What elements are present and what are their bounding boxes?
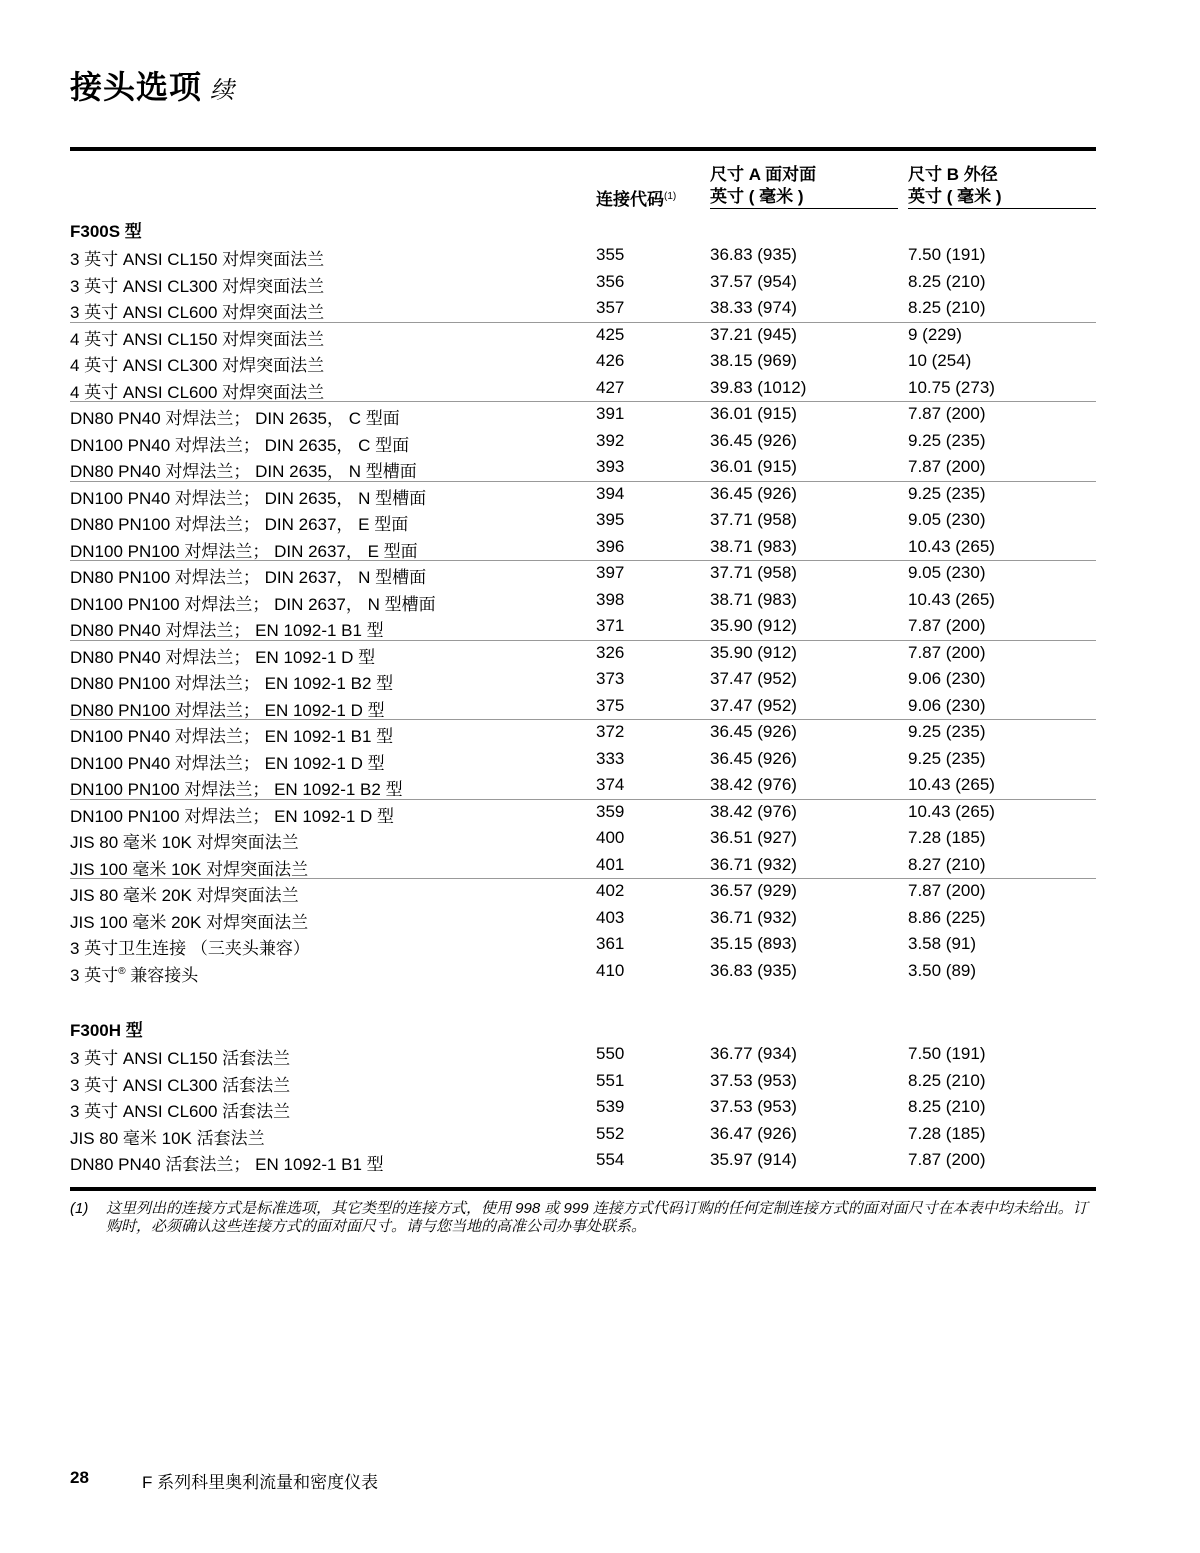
table-row [70,431,1096,458]
dimension-b: 7.87 (200) [908,642,986,662]
connection-name: JIS 100 毫米 10K 对焊突面法兰 [70,859,309,879]
dimension-b: 7.28 (185) [908,828,986,847]
table-row [70,1150,1096,1177]
table-row [70,908,1096,935]
connection-code: 395 [596,510,625,529]
connection-code: 400 [596,828,625,847]
connection-name: DN80 PN40 活套法兰； EN 1092-1 B1 型 [70,1155,384,1174]
dimension-a: 38.33 (974) [710,298,797,317]
dimension-b: 8.25 (210) [908,1097,986,1116]
connection-name: 4 英寸 ANSI CL150 对焊突面法兰 [70,329,325,349]
connection-code: 373 [596,669,625,688]
table-row [70,1071,1096,1098]
table-row [70,881,1096,908]
table-row [70,749,1096,776]
dimension-a: 37.53 (953) [710,1070,797,1090]
connection-name: 3 英寸 ANSI CL150 活套法兰 [70,1049,291,1068]
connection-code: 552 [596,1123,625,1143]
connection-code: 371 [596,616,625,635]
dimension-b: 9.06 (230) [908,669,986,688]
dimension-a: 36.77 (934) [710,1044,797,1063]
section-title: F300S 型 [70,222,142,241]
footer-title: F 系列科里奥利流量和密度仪表 [142,1473,379,1492]
connection-code: 403 [596,907,625,927]
table-row [70,1124,1096,1151]
connection-name: 3 英寸 ANSI CL300 对焊突面法兰 [70,276,325,296]
connection-code: 374 [596,775,625,794]
connection-code: 426 [596,351,625,370]
dimension-b: 7.50 (191) [908,245,986,264]
connection-code: 410 [596,960,625,980]
table-row [70,802,1096,829]
dimension-a: 37.71 (958) [710,510,797,529]
header-col2-line1: 尺寸 A 面对面 [710,165,817,184]
dimension-a: 35.97 (914) [710,1150,797,1169]
connection-code: 357 [596,298,625,317]
row-group-separator [70,878,1096,879]
dimension-a: 36.01 (915) [710,404,797,423]
dimension-b: 9.25 (235) [908,483,986,503]
connection-name: DN100 PN40 对焊法兰； DIN 2635， C 型面 [70,435,410,455]
connection-code: 539 [596,1097,625,1116]
header-dimension-a [710,164,816,208]
table-row [70,590,1096,617]
connection-name: DN100 PN100 对焊法兰； EN 1092-1 B2 型 [70,780,403,799]
dimension-b: 10 (254) [908,351,972,370]
section-title: F300H 型 [70,1021,143,1040]
connection-name: DN80 PN40 对焊法兰； DIN 2635， C 型面 [70,409,400,428]
header-col1-label: 连接代码 [596,190,664,209]
dimension-b: 7.50 (191) [908,1044,986,1063]
dimension-a: 36.83 (935) [710,960,797,980]
connection-name: 3 英寸卫生连接 （三夹头兼容） [70,939,310,958]
connection-code: 392 [596,430,625,450]
dimension-a: 37.47 (952) [710,695,797,715]
dimension-a: 35.90 (912) [710,616,797,635]
connection-name: DN100 PN100 对焊法兰； EN 1092-1 D 型 [70,806,395,826]
page-title [70,62,235,108]
bottom-rule [70,1187,1096,1191]
dimension-b: 10.43 (265) [908,775,995,794]
title-main: 接头选项 [70,69,203,105]
connection-name: 3 英寸 ANSI CL300 活套法兰 [70,1075,291,1095]
dimension-b: 8.86 (225) [908,907,986,927]
connection-code: 551 [596,1070,625,1090]
connection-code: 398 [596,589,625,609]
table-row [70,245,1096,272]
connection-name: JIS 80 毫米 10K 活套法兰 [70,1128,265,1148]
dimension-a: 36.45 (926) [710,483,797,503]
dimension-a: 36.57 (929) [710,881,797,900]
dimension-a: 36.45 (926) [710,430,797,450]
dimension-b: 9.06 (230) [908,695,986,715]
dimension-b: 9.05 (230) [908,510,986,529]
row-group-separator [70,799,1096,800]
dimension-b: 7.87 (200) [908,457,986,476]
table-row [70,351,1096,378]
connection-code: 401 [596,854,625,874]
table-row [70,934,1096,961]
dimension-a: 36.51 (927) [710,828,797,847]
dimension-a: 36.01 (915) [710,457,797,476]
dimension-b: 7.28 (185) [908,1123,986,1143]
dimension-b: 10.43 (265) [908,589,995,609]
dimension-b: 3.58 (91) [908,934,977,953]
connection-name: DN100 PN40 对焊法兰； EN 1092-1 B1 型 [70,727,394,746]
connection-name: 3 英寸 ANSI CL600 对焊突面法兰 [70,303,325,322]
connection-code: 333 [596,748,625,768]
connection-name: DN100 PN40 对焊法兰； DIN 2635， N 型槽面 [70,488,427,508]
table-row [70,961,1096,988]
dimension-a: 35.15 (893) [710,934,797,953]
connection-code: 356 [596,271,625,291]
dimension-a: 38.42 (976) [710,801,797,821]
connection-name: DN80 PN40 对焊法兰； EN 1092-1 B1 型 [70,621,384,640]
dimension-a: 37.53 (953) [710,1097,797,1116]
dimension-b: 7.87 (200) [908,616,986,635]
dimension-b: 9 (229) [908,324,962,344]
title-suffix: 续 [210,77,236,104]
table-row [70,1097,1096,1124]
dimension-b: 8.25 (210) [908,298,986,317]
header-underline-a [710,208,898,209]
header-col2-line2: 英寸 ( 毫米 ) [710,187,804,206]
table-row [70,272,1096,299]
dimension-a: 36.71 (932) [710,907,797,927]
connection-code: 391 [596,404,625,423]
row-group-separator [70,322,1096,323]
connection-code: 372 [596,722,625,741]
table-row [70,643,1096,670]
dimension-b: 9.05 (230) [908,563,986,582]
connection-code: 361 [596,934,625,953]
row-group-separator [70,401,1096,402]
connection-name: JIS 80 毫米 10K 对焊突面法兰 [70,833,299,852]
connection-name: 3 英寸 ANSI CL600 活套法兰 [70,1102,291,1121]
row-group-separator [70,481,1096,482]
dimension-b: 9.25 (235) [908,722,986,741]
dimension-a: 38.71 (983) [710,536,797,556]
table-row [70,828,1096,855]
connection-name: 4 英寸 ANSI CL600 对焊突面法兰 [70,382,325,402]
connection-code: 397 [596,563,625,582]
connection-name: DN100 PN100 对焊法兰； DIN 2637， E 型面 [70,541,418,561]
dimension-b: 9.25 (235) [908,430,986,450]
header-dimension-b [908,164,1002,208]
connection-name: DN80 PN40 对焊法兰； DIN 2635， N 型槽面 [70,462,417,481]
dimension-a: 36.71 (932) [710,854,797,874]
connection-name: 3 英寸 ANSI CL150 对焊突面法兰 [70,250,325,269]
footnote-number: (1) [70,1200,89,1217]
dimension-b: 7.87 (200) [908,404,986,423]
connection-code: 554 [596,1150,625,1169]
header-col1-note: (1) [664,191,677,202]
connection-code: 427 [596,377,625,397]
connection-code: 425 [596,324,625,344]
connection-name: DN80 PN40 对焊法兰； EN 1092-1 D 型 [70,647,376,667]
dimension-b: 10.43 (265) [908,801,995,821]
dimension-a: 36.45 (926) [710,748,797,768]
dimension-a: 39.83 (1012) [710,377,807,397]
table-row [70,510,1096,537]
table-row [70,325,1096,352]
table-row [70,404,1096,431]
dimension-b: 7.87 (200) [908,1150,986,1169]
dimension-b: 7.87 (200) [908,881,986,900]
connection-code: 355 [596,245,625,264]
row-group-separator [70,640,1096,641]
dimension-a: 38.42 (976) [710,775,797,794]
connection-name: 3 英寸® 兼容接头 [70,965,199,985]
dimension-b: 10.43 (265) [908,536,995,556]
connection-code: 326 [596,642,625,662]
dimension-a: 38.15 (969) [710,351,797,370]
connection-name: DN100 PN100 对焊法兰； DIN 2637， N 型槽面 [70,594,436,614]
dimension-b: 8.25 (210) [908,271,986,291]
connection-name: DN80 PN100 对焊法兰； EN 1092-1 B2 型 [70,674,394,693]
header-col3-line2: 英寸 ( 毫米 ) [908,187,1002,206]
connection-code: 393 [596,457,625,476]
dimension-a: 38.71 (983) [710,589,797,609]
table-row [70,484,1096,511]
dimension-a: 37.71 (958) [710,563,797,582]
top-rule [70,147,1096,151]
connection-name: JIS 80 毫米 20K 对焊突面法兰 [70,886,299,905]
page-number: 28 [70,1468,89,1487]
dimension-b: 8.25 (210) [908,1070,986,1090]
connection-name: DN100 PN40 对焊法兰； EN 1092-1 D 型 [70,753,385,773]
connection-name: DN80 PN100 对焊法兰； EN 1092-1 D 型 [70,700,385,720]
dimension-a: 36.45 (926) [710,722,797,741]
dimension-a: 37.57 (954) [710,271,797,291]
connection-code: 359 [596,801,625,821]
dimension-a: 37.47 (952) [710,669,797,688]
table-row [70,1044,1096,1071]
table-row [70,669,1096,696]
header-connection-code [596,186,676,211]
connection-code: 396 [596,536,625,556]
dimension-a: 35.90 (912) [710,642,797,662]
row-group-separator [70,560,1096,561]
header-col3-line1: 尺寸 B 外径 [908,165,998,184]
connection-name: JIS 100 毫米 20K 对焊突面法兰 [70,912,309,932]
connection-name: DN80 PN100 对焊法兰； DIN 2637， E 型面 [70,515,409,534]
connection-code: 375 [596,695,625,715]
dimension-b: 8.27 (210) [908,854,986,874]
dimension-b: 10.75 (273) [908,377,995,397]
connection-name: 4 英寸 ANSI CL300 对焊突面法兰 [70,356,325,375]
table-row [70,563,1096,590]
dimension-a: 36.83 (935) [710,245,797,264]
dimension-a: 36.47 (926) [710,1123,797,1143]
connection-code: 550 [596,1044,625,1063]
row-group-separator [70,719,1096,720]
header-underline-b [908,208,1096,209]
connection-name: DN80 PN100 对焊法兰； DIN 2637， N 型槽面 [70,568,427,587]
footnote-text: 这里列出的连接方式是标准选项，其它类型的连接方式，使用 998 或 999 连接方式代码订购的任何定制连接方式的面对面尺寸在本表中均未给出。订购时，必须确认这些连接方式的面对面尺寸。请与您当地的高准公司办事处联系。 [106,1200,1088,1235]
dimension-a: 37.21 (945) [710,324,797,344]
table-row [70,722,1096,749]
dimension-b: 3.50 (89) [908,960,977,980]
connection-code: 402 [596,881,625,900]
connection-code: 394 [596,483,625,503]
dimension-b: 9.25 (235) [908,748,986,768]
